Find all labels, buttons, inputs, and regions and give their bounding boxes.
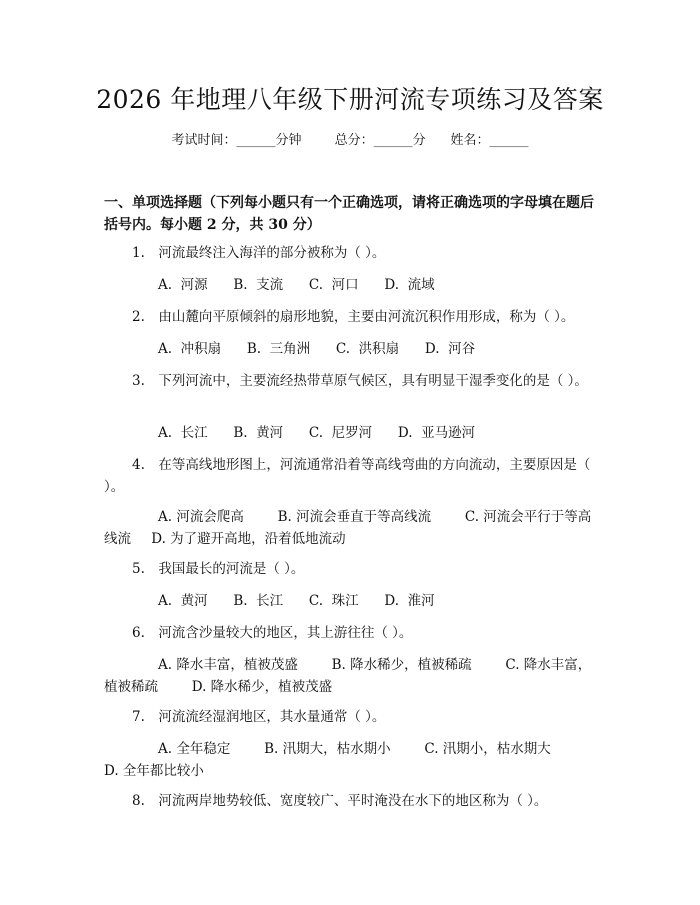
option: C. 降水丰富，植被稀疏 (104, 657, 592, 695)
option: B. 三角洲 (246, 341, 311, 357)
question-4-stem: 4. 在等高线地形图上，河流通常沿着等高线弯曲的方向流动，主要原因是（ ）。 (104, 457, 591, 495)
option: A. 河源 (158, 277, 208, 293)
option: D. 全年都比较小 (104, 763, 204, 779)
option: B. 长江 (233, 593, 284, 609)
option: C. 河流会平行于等高线流 (104, 509, 592, 547)
time-blank: ______ (236, 133, 276, 148)
option: C. 汛期小，枯水期大 (424, 741, 551, 757)
question-1-stem: 1. 河流最终注入海洋的部分被称为（ ）。 (132, 245, 386, 261)
score-unit: 分 (412, 133, 426, 148)
question-6-stem: 6. 河流含沙量较大的地区，其上游往往（ ）。 (132, 625, 413, 641)
option: A. 冲积扇 (158, 341, 222, 357)
score-blank: ______ (373, 133, 413, 148)
time-unit: 分钟 (275, 133, 302, 148)
option: A. 河流会爬高 (158, 509, 244, 525)
option: A. 长江 (158, 425, 208, 441)
option: C. 尼罗河 (308, 425, 373, 441)
option: D. 为了避开高地，沿着低地流动 (151, 531, 346, 547)
question-5-stem: 5. 我国最长的河流是（ ）。 (132, 561, 305, 577)
question-6-options (104, 654, 596, 698)
option: B. 黄河 (233, 425, 284, 441)
option: B. 河流会垂直于等高线流 (277, 509, 432, 525)
option: A. 全年稳定 (158, 741, 231, 757)
score-label: 总分： (334, 133, 374, 148)
option: C. 河口 (308, 277, 359, 293)
question-5-options (104, 590, 596, 612)
name-blank: ______ (489, 133, 529, 148)
option: D. 河谷 (424, 341, 476, 357)
question-1-options (104, 274, 596, 296)
question-4-options (104, 506, 596, 550)
question-3-stem: 3. 下列河流中，主要流经热带草原气候区，具有明显干湿季变化的是（ ）。 (132, 373, 588, 389)
option: D. 流域 (384, 277, 435, 293)
exam-info-line (0, 132, 700, 150)
option: C. 洪积扇 (335, 341, 400, 357)
question-2-options (104, 338, 596, 360)
time-label: 考试时间： (171, 133, 237, 148)
section-heading-single-choice: 一、单项选择题（下列每小题只有一个正确选项，请将正确选项的字母填在题后括号内。每小题 2 分，共 30 分） (104, 195, 594, 233)
page-title: 2026 年地理八年级下册河流专项练习及答案 (96, 85, 604, 114)
question-2-stem: 2. 由山麓向平原倾斜的扇形地貌，主要由河流沉积作用形成，称为（ ）。 (132, 309, 575, 325)
name-label: 姓名： (450, 133, 490, 148)
option: D. 亚马逊河 (397, 425, 476, 441)
option: B. 支流 (233, 277, 284, 293)
question-8-stem: 8. 河流两岸地势较低、宽度较广、平时淹没在水下的地区称为（ ）。 (132, 793, 548, 809)
option: B. 汛期大，枯水期小 (264, 741, 391, 757)
question-3-options (104, 422, 596, 444)
option: A. 降水丰富，植被茂盛 (158, 657, 298, 673)
option: A. 黄河 (158, 593, 208, 609)
question-7-options (104, 738, 596, 782)
question-7-stem: 7. 河流流经湿润地区，其水量通常（ ）。 (132, 709, 386, 725)
option: D. 淮河 (384, 593, 435, 609)
option: C. 珠江 (308, 593, 359, 609)
option: B. 降水稀少，植被稀疏 (331, 657, 472, 673)
option: D. 降水稀少，植被茂盛 (191, 679, 333, 695)
